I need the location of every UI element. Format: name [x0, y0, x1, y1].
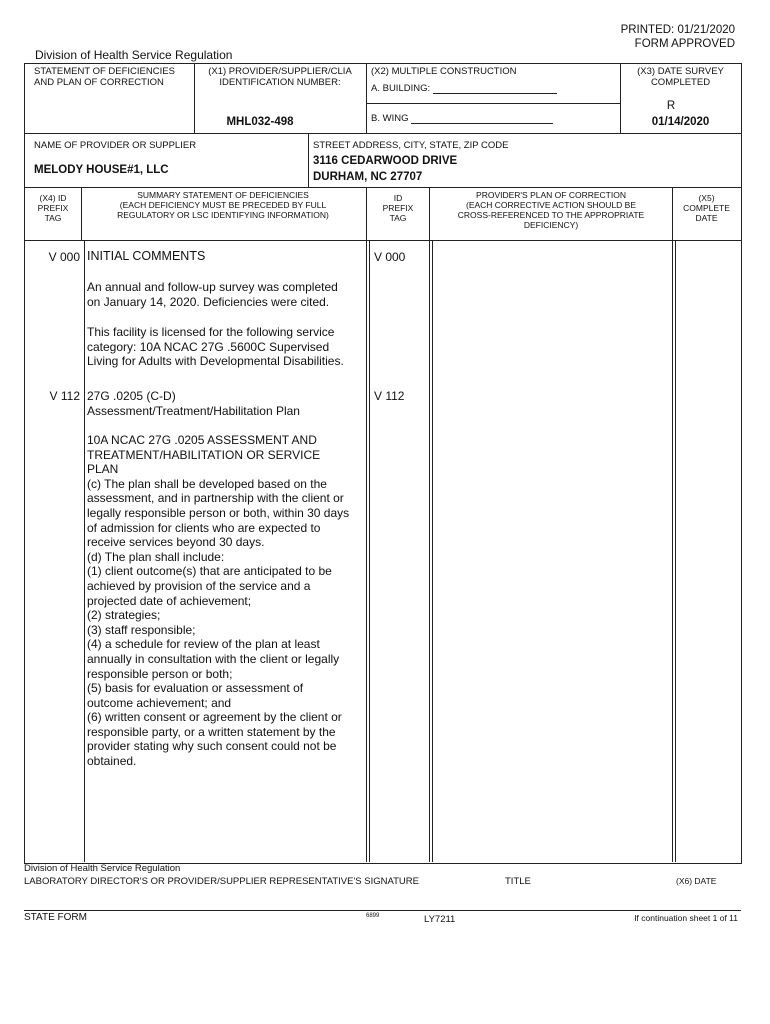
- paragraph-license: This facility is licensed for the following service category: 10A NCAC 27G .5600C Supervised Living for Adults with Developmental Disabilities.: [87, 325, 344, 369]
- paragraph-survey: An annual and follow-up survey was completed on January 14, 2020. Deficiencies were cited.: [87, 280, 338, 309]
- printed-date: PRINTED: 01/21/2020: [620, 24, 735, 36]
- division-title: Division of Health Service Regulation: [35, 48, 233, 62]
- provider-name-label: NAME OF PROVIDER OR SUPPLIER: [34, 140, 197, 151]
- form-number: 6899: [366, 913, 380, 919]
- wing-field: B. WING: [371, 113, 553, 124]
- form-code: LY7211: [424, 914, 456, 925]
- address-label: STREET ADDRESS, CITY, STATE, ZIP CODE: [313, 140, 509, 151]
- building-field: A. BUILDING:: [371, 83, 557, 94]
- summary-header: SUMMARY STATEMENT OF DEFICIENCIES (EACH DEFICIENCY MUST BE PRECEDED BY FULL REGULATORY OR LSC IDENTIFYING INFORMATION): [117, 190, 329, 220]
- x5-header: (X5) COMPLETE DATE: [683, 193, 730, 223]
- rule-body: 10A NCAC 27G .0205 ASSESSMENT AND TREATMENT/HABILITATION OR SERVICE PLAN (c) The plan shall be developed based on the assessment, and in partnership with the client or legally responsible person or both, within 30 days of admission for clients who are expected to receive services beyond 30 days. (d) The plan shall include: (1) client outcome(s) that are anticipated to be achieved by provision of the service and a projected date of achievement; (2) strategies; (3) staff responsible; (4) a schedule for review of the plan at least annually in consultation with the client or legally responsible person or both; (5) basis for evaluation or assessment of outcome achievement; and (6) written consent or agreement by the client or responsible party, or a written statement by the provider stating why such consent could not be obtained.: [87, 433, 350, 769]
- footer-division: Division of Health Service Regulation: [24, 863, 181, 874]
- provider-id: MHL032-498: [226, 116, 294, 128]
- tag-v112: V 112: [49, 389, 80, 403]
- rule-title: 27G .0205 (C-D) Assessment/Treatment/Habilitation Plan: [87, 389, 300, 418]
- state-form: STATE FORM: [24, 912, 87, 923]
- tag-v000: V 000: [48, 250, 80, 264]
- tag-v112-id: V 112: [374, 389, 405, 403]
- signature-label: LABORATORY DIRECTOR'S OR PROVIDER/SUPPLIER REPRESENTATIVE'S SIGNATURE: [24, 876, 419, 887]
- x4-header: (X4) ID PREFIX TAG: [37, 193, 69, 223]
- continuation-sheet: If continuation sheet 1 of 11: [634, 913, 738, 923]
- x1-label: (X1) PROVIDER/SUPPLIER/CLIA IDENTIFICATION NUMBER:: [208, 66, 352, 88]
- id-header: ID PREFIX TAG: [382, 193, 414, 223]
- x3-r: R: [666, 100, 676, 112]
- form-approved: FORM APPROVED: [634, 38, 735, 50]
- survey-date: 01/14/2020: [651, 116, 710, 128]
- tag-v000-id: V 000: [374, 250, 406, 264]
- x6-date-label: (X6) DATE: [676, 876, 717, 886]
- initial-comments-title: INITIAL COMMENTS: [87, 249, 206, 263]
- title-label: TITLE: [505, 876, 531, 887]
- x2-label: (X2) MULTIPLE CONSTRUCTION: [371, 66, 517, 77]
- provider-name: MELODY HOUSE#1, LLC: [34, 164, 169, 176]
- x3-label: (X3) DATE SURVEY COMPLETED: [637, 66, 724, 88]
- plan-header: PROVIDER'S PLAN OF CORRECTION (EACH CORRECTIVE ACTION SHOULD BE CROSS-REFERENCED TO THE APPROPRIATE DEFICIENCY): [457, 190, 645, 230]
- address-line1: 3116 CEDARWOOD DRIVE: [313, 155, 458, 167]
- address-line2: DURHAM, NC 27707: [313, 171, 423, 183]
- statement-label: STATEMENT OF DEFICIENCIES AND PLAN OF CORRECTION: [34, 66, 175, 88]
